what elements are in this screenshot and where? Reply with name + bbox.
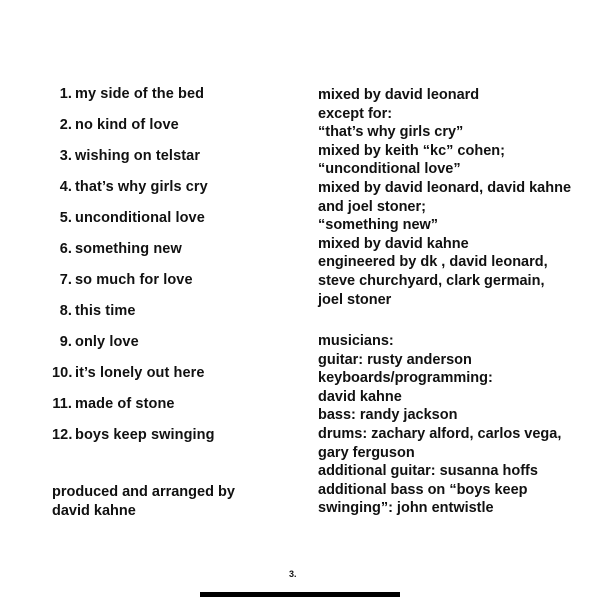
track-title: unconditional love — [75, 210, 205, 226]
producer-credit-line: david kahne — [52, 502, 136, 519]
musicians-heading: musicians: — [318, 333, 394, 349]
track-number: 3. — [59, 148, 72, 164]
track-number: 8. — [59, 303, 72, 319]
mixing-credit-line: “that’s why girls cry” — [318, 124, 464, 141]
track-title: so much for love — [75, 272, 193, 288]
track-item — [52, 334, 282, 365]
mixing-credit-line: steve churchyard, clark germain, — [318, 272, 545, 289]
producer-credit-line: produced and arranged by — [52, 484, 235, 500]
mixing-credit-line: mixed by david leonard, david kahne — [318, 179, 572, 196]
track-number: 6. — [59, 241, 72, 257]
track-title: it’s lonely out here — [75, 365, 205, 381]
track-title: that’s why girls cry — [75, 179, 208, 195]
musician-credit-line: drums: zachary alford, carlos vega, — [318, 425, 562, 442]
track-number: 1. — [59, 86, 72, 102]
mixing-credit-line: except for: — [318, 105, 393, 122]
musician-credit-line: additional guitar: susanna hoffs — [318, 463, 538, 480]
track-title: no kind of love — [75, 117, 179, 133]
track-item — [52, 179, 282, 210]
track-title: made of stone — [75, 396, 175, 412]
track-item — [52, 148, 282, 179]
track-number: 9. — [59, 334, 72, 350]
page-number: 3. — [289, 569, 297, 579]
mixing-credit-line: “unconditional love” — [318, 161, 461, 178]
track-title: this time — [75, 303, 136, 319]
track-number: 10. — [52, 365, 73, 381]
track-item — [52, 396, 282, 427]
track-item — [52, 117, 282, 148]
track-item — [52, 303, 282, 334]
mixing-credit-line: mixed by david kahne — [318, 235, 469, 252]
musician-credit-line: gary ferguson — [318, 444, 415, 461]
track-item — [52, 272, 282, 303]
bottom-edge-bar — [200, 592, 400, 597]
track-item — [52, 427, 282, 458]
mixing-credit-line: “something new” — [318, 217, 439, 234]
mixing-credit-line: mixed by keith “kc” cohen; — [318, 142, 505, 159]
track-number: 5. — [59, 210, 72, 226]
mixing-credit-line: joel stoner — [318, 291, 392, 308]
track-number: 4. — [59, 179, 72, 195]
track-number: 7. — [59, 272, 72, 288]
mixing-credit-line: mixed by david leonard — [318, 87, 480, 103]
musicians-credits — [318, 332, 588, 518]
tracklist — [52, 86, 282, 458]
musician-credit-line: bass: randy jackson — [318, 407, 458, 424]
track-title: wishing on telstar — [75, 148, 201, 164]
track-item — [52, 241, 282, 272]
musician-credit-line: david kahne — [318, 388, 402, 405]
mixing-credit-line: and joel stoner; — [318, 198, 426, 215]
musician-credit-line: guitar: rusty anderson — [318, 351, 472, 368]
musician-credit-line: additional bass on “boys keep — [318, 481, 528, 498]
track-number: 11. — [52, 396, 72, 412]
track-title: boys keep swinging — [75, 427, 215, 443]
musician-credit-line: swinging”: john entwistle — [318, 500, 494, 517]
track-item — [52, 365, 282, 396]
track-item — [52, 210, 282, 241]
track-title: only love — [75, 334, 139, 350]
musician-credit-line: keyboards/programming: — [318, 370, 493, 387]
track-number: 2. — [59, 117, 72, 133]
producer-credit — [52, 483, 292, 520]
track-item — [52, 86, 282, 117]
mixing-credit-line: engineered by dk , david leonard, — [318, 254, 548, 271]
track-number: 12. — [52, 427, 73, 443]
mixing-credits — [318, 86, 588, 309]
track-title: something new — [75, 241, 182, 257]
track-title: my side of the bed — [75, 86, 205, 102]
